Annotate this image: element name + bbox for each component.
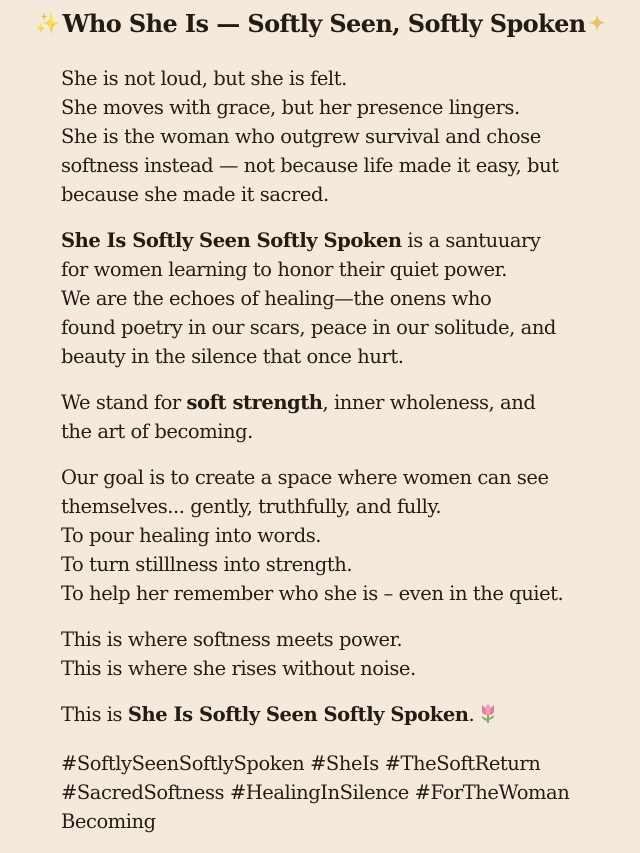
emphasis-soft-strength: soft strength: [186, 391, 323, 414]
title-text: Who She Is — Softly Seen, Softly Spoken: [62, 8, 586, 38]
sparkle-left-icon: ✨: [35, 11, 60, 35]
text-line: found poetry in our scars, peace in our solitude, and: [61, 316, 556, 339]
tulip-icon: [478, 702, 498, 732]
text-line: the art of becoming.: [61, 420, 253, 443]
text-fragment: This is: [61, 703, 128, 726]
brand-name: She Is Softly Seen Softly Spoken: [61, 229, 402, 252]
text-fragment: We stand for: [61, 391, 187, 414]
text-line: She is not loud, but she is felt.: [61, 67, 347, 90]
paragraph-closing: [61, 700, 640, 732]
paragraph-values: [61, 388, 640, 446]
text-line: She is the woman who outgrew survival and chose: [61, 125, 541, 148]
text-line: She moves with grace, but her presence lingers.: [61, 96, 520, 119]
text-line: beauty in the silence that once hurt.: [61, 345, 404, 368]
page-title: [0, 6, 640, 40]
text-line: To turn stilllness into strength.: [61, 553, 353, 576]
text-line: [61, 700, 640, 732]
hashtags: [61, 749, 640, 836]
post-body: [61, 64, 640, 836]
text-line: To help her remember who she is – even in the quiet.: [61, 582, 564, 605]
text-line: This is where she rises without noise.: [61, 657, 416, 680]
paragraph-sanctuary: [61, 226, 640, 371]
hashtag-line[interactable]: Becoming: [61, 810, 156, 833]
text-line: [61, 226, 640, 255]
sparkle-right-icon: ✦: [588, 11, 605, 35]
text-line: softness instead — not because life made it easy, but: [61, 154, 559, 177]
text-line: themselves... gently, truthfully, and fully.: [61, 495, 442, 518]
text-fragment: is a santuuary: [401, 229, 541, 252]
brand-name: She Is Softly Seen Softly Spoken: [127, 703, 469, 726]
text-line: To pour healing into words.: [61, 524, 322, 547]
text-line: We are the echoes of healing—the onens who: [61, 287, 492, 310]
paragraph-where: [61, 625, 640, 683]
text-line: [61, 388, 640, 417]
hashtag-line[interactable]: #SoftlySeenSoftlySpoken #SheIs #TheSoftReturn: [61, 752, 541, 775]
text-line: Our goal is to create a space where women can see: [61, 466, 549, 489]
text-line: because she made it sacred.: [61, 183, 329, 206]
text-fragment: .: [468, 703, 475, 726]
text-fragment: , inner wholeness, and: [322, 391, 536, 414]
paragraph-intro: [61, 64, 640, 209]
text-line: for women learning to honor their quiet power.: [61, 258, 508, 281]
hashtag-line[interactable]: #SacredSoftness #HealingInSilence #ForTheWoman: [61, 781, 570, 804]
text-line: This is where softness meets power.: [61, 628, 403, 651]
paragraph-goal: [61, 463, 640, 608]
